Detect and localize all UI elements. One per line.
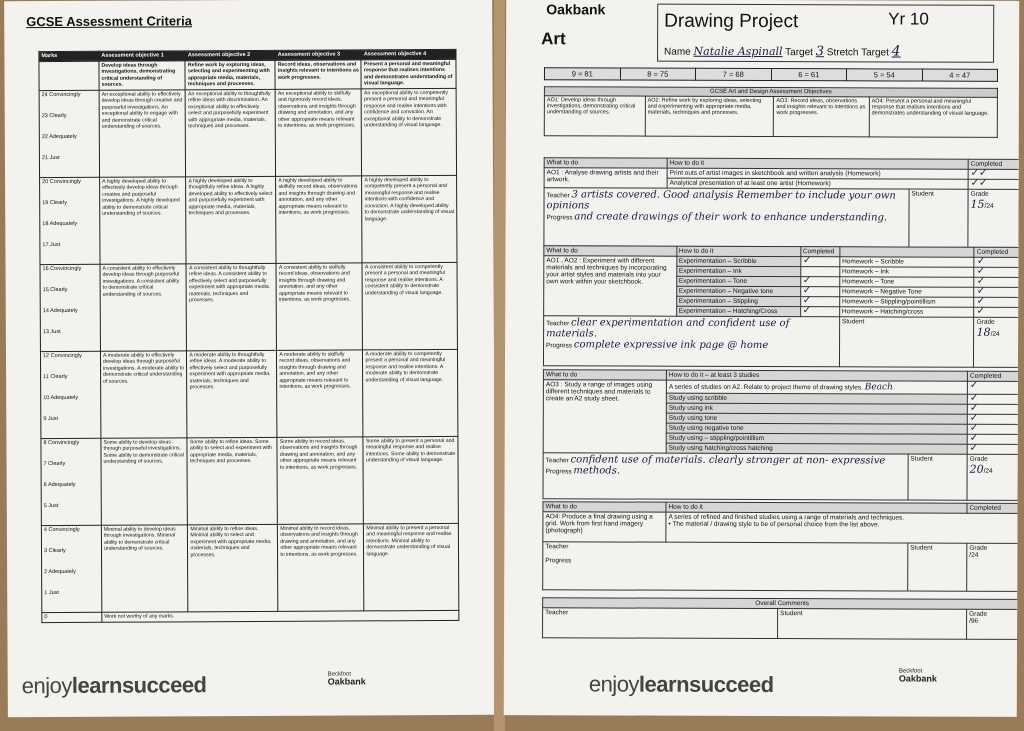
band-row: 20 Convincingly 19 Clearly 18 Adequately 17 Just A highly developed ability to effectively develop ideas through creative and purposeful investigations. A highly developed ability to demonstrate critical understanding of sources. A highly developed ability to thoughtfully refine ideas. A highly developed ability to effectively select and purposefully experiment with appropriate media, materials, techniques and processes. A highly developed ability to skilfully record ideas, observations and insights through drawing and annotation, and any other appropriate means relevant to intentions, as work progresses. A highly developed ability to competently present a personal and meaningful response and realise intentions with confidence and conviction. A highly developed ability to demonstrate understanding of visual language.	[40, 175, 457, 264]
objective-desc: Present a personal and meaningful response that realises intentions and demonstrates understanding of visual language.	[361, 59, 456, 88]
drawing-project-sheet	[504, 0, 1019, 717]
project-header	[657, 4, 994, 63]
grade-value: 18	[976, 325, 991, 339]
school-logo: Beckfoot Oakbank	[327, 671, 366, 687]
footer-slogan: enjoylearnsucceed	[588, 671, 774, 698]
progress-comment: complete expressive ink page @ home	[573, 339, 769, 352]
gcse-objectives: GCSE Art and Design Assessment Objectives AO1: Develop ideas through investigations, demonstrating critical understanding of sources. AO2: Refine work by exploring ideas, selecting and experimenting with appropriate media, materials, techniques and processes. AO3: Record ideas, observations and insights relevant to intentions as work progresses. AO4: Present a personal and meaningful response that realises intentions and demonstrates understanding of visual language.	[544, 86, 998, 138]
objective-desc: Develop ideas through investigations, demonstrating critical understanding of sources.	[99, 61, 186, 90]
col-marks: Marks	[39, 51, 99, 61]
progress-comment: methods.	[573, 465, 621, 477]
section-ao4: What to do How to do it Completed AO4: Produce a final drawing using a grid. Work from first hand imagery (photograph) A series of refined and finished studies using a range of materials and techniques. • The material / drawing style to be of personal choice from the list above. Teacher Progress Student Grade /24	[542, 501, 1019, 592]
section-ao1-ao2: What to do How to do it Completed Completed AO1 , AO2 : Experiment with different materials and techniques by incorporating your artist styles and materials into your own work within your sketchbook. Experimentation – Scribble ✓ Homework – Scribble ✓ Experimentation – Ink Homework – Ink ✓ Experimentation – Tone ✓ Homework – Tone ✓ Experimentation – Negative tone ✓ Homework – Negative Tone ✓ Experimentation – Stippling ✓ Homework – Stippling/pointillism ✓ Experimentation – Hatching/Cross ✓ Homework – Hatching/cross ✓ Teacher clear experimentation and confident use of materials. Progress complete expressive ink page @ home Student Grade 18/24	[543, 245, 1019, 368]
col-ao2: Assessment objective 2	[185, 50, 275, 60]
teacher-comment: 3 artists covered. Good analysis Remember to include your own opinions	[546, 189, 896, 212]
col-ao1: Assessment objective 1	[99, 51, 185, 61]
objective-desc: Refine work by exploring ideas, selecting and experimenting with appropriate media, materials, techniques and processes.	[185, 60, 275, 89]
band-row: 8 Convincingly 7 Clearly 6 Adequately 5 Just Some ability to develop ideas through purposeful investigations. Some ability to demonstrate critical understanding of sources. Some ability to refine ideas. Some ability to select and experiment with appropriate media, materials, techniques and processes. Some ability to record ideas, observations and insights through drawing and annotation, and any other appropriate means relevant to intentions, as work progresses. Some ability to present a personal and meaningful response and realise intentions. Some ability to demonstrate understanding of visual language.	[41, 436, 458, 525]
assessment-criteria-sheet	[4, 0, 496, 717]
zero-row: 0 Work not worthy of any marks.	[42, 610, 459, 622]
grade-value: 15	[970, 197, 985, 211]
tick-icon: ✓✓	[968, 179, 1019, 189]
criteria-title: GCSE Assessment Criteria	[26, 13, 192, 30]
footer-slogan: enjoylearnsucceed	[21, 672, 207, 699]
objective-desc: Record ideas, observations and insights relevant to intentions as work progresses.	[275, 60, 361, 89]
section-ao3: What to do How to do it – at least 3 studies Completed AO3 : Study a range of images using different techniques and materials to create an A2 study sheet. A series of studies on A2. Relate to project theme of drawing styles. Beach ✓ Study using scribble ✓ Study using ink ✓ Study using tone ✓ Study using negative tone ✓ Study using – stippling/pointillism ✓ Study using hatching/cross hatching ✓ Teacher confident use of materials. clearly stronger at non- expressive Progress methods. Student Grade 20/24	[543, 369, 1020, 501]
col-ao4: Assessment objective 4	[361, 49, 456, 59]
grade-value: 20	[969, 462, 984, 476]
brand-logo: Oakbank	[546, 1, 606, 18]
col-ao3: Assessment objective 3	[275, 50, 361, 60]
subject-title: Art	[541, 29, 566, 49]
target-value: 3	[815, 44, 825, 60]
name-target-line: Name Natalie Aspinall Target 3 Stretch Target 4	[664, 43, 901, 60]
criteria-table	[38, 49, 459, 623]
band-row: 24 Convincingly 23 Clearly 22 Adequately 21 Just An exceptional ability to effectively develop ideas through creative and purposeful investigations. An exceptional ability to engage with and demonstrate critical understanding of sources. An exceptional ability to thoughtfully refine ideas with discrimination. An exceptional ability to effectively select and purposefully experiment with appropriate media, materials, techniques and processes. An exceptional ability to skilfully and rigorously record ideas, observations and insights through drawing and annotation, and any other appropriate means relevant to intentions, as work progresses. An exceptional ability to competently present a personal and meaningful response and realise intentions with confidence and conviction. An exceptional ability to demonstrate understanding of visual language.	[39, 88, 456, 177]
band-row: 4 Convincingly 3 Clearly 2 Adequately 1 Just Minimal ability to develop ideas through investigations. Minimal ability to demonstrate critical understanding of sources. Minimal ability to refine ideas. Minimal ability to select and experiment with appropriate media, materials, techniques and processes. Minimal ability to record ideas, observations and insights through drawing and annotation, and any other appropriate means relevant to intentions, as work progresses. Minimal ability to present a personal and meaningful response and realise intentions. Minimal ability to demonstrate understanding of visual language.	[41, 523, 458, 612]
student-name: Natalie Aspinall	[693, 44, 783, 59]
overall-comments: Overall Comments Teacher Student Grade /96	[542, 597, 1019, 640]
band-row: 16 Convincingly 15 Clearly 14 Adequately 13 Just A consistent ability to effectively develop ideas through purposeful investigations. A consistent ability to demonstrate critical understanding of sources. A consistent ability to thoughtfully refine ideas. A consistent ability to effectively select and purposefully experiment with appropriate media, materials, techniques and processes. A consistent ability to skilfully record ideas, observations and insights through drawing and annotation, and any other appropriate means relevant to intentions, as work progresses. A consistent ability to competently present a personal and meaningful response and realise intentions. A consistent ability to demonstrate understanding of visual language.	[40, 262, 457, 351]
grade-scale: 9 = 81 8 = 75 7 = 68 6 = 61 5 = 54 4 = 47	[544, 67, 998, 82]
school-logo: Beckfoot Oakbank	[898, 668, 937, 684]
stretch-value: 4	[891, 43, 901, 60]
band-row: 12 Convincingly 11 Clearly 10 Adequately 9 Just A moderate ability to effectively develop ideas through purposeful investigations. A moderate ability to demonstrate critical understanding of sources. A moderate ability to thoughtfully refine ideas. A moderate ability to effectively select and purposefully experiment with appropriate media, materials, techniques and processes. A moderate ability to skilfully record ideas, observations and insights through drawing and annotation, and any other appropriate means relevant to intentions, as work progresses. A moderate ability to competently present a personal and meaningful response and realise intentions. A moderate ability to demonstrate understanding of visual language.	[40, 349, 457, 438]
project-title: Drawing Project	[664, 10, 799, 33]
tick-icon: ✓✓	[968, 169, 1019, 179]
section-ao1: What to do How to do it Completed AO1 : Analyse drawing artists and their artwork. Print outs of artist images in sketchbook and written analysis (Homework) ✓✓ Analytical presentation of at least one artist (Homework) ✓✓ Teacher 3 artists covered. Good analysis Remember to include your own opinions Progress and create drawings of their work to enhance understanding. Student Grade 15/24	[543, 157, 1019, 248]
teacher-comment: confident use of materials. clearly stronger at non- expressive	[570, 454, 886, 467]
year-label: Yr 10	[888, 9, 929, 29]
progress-comment: and create drawings of their work to enhance understanding.	[574, 211, 888, 224]
teacher-comment: clear experimentation and confident use of materials.	[546, 317, 790, 340]
